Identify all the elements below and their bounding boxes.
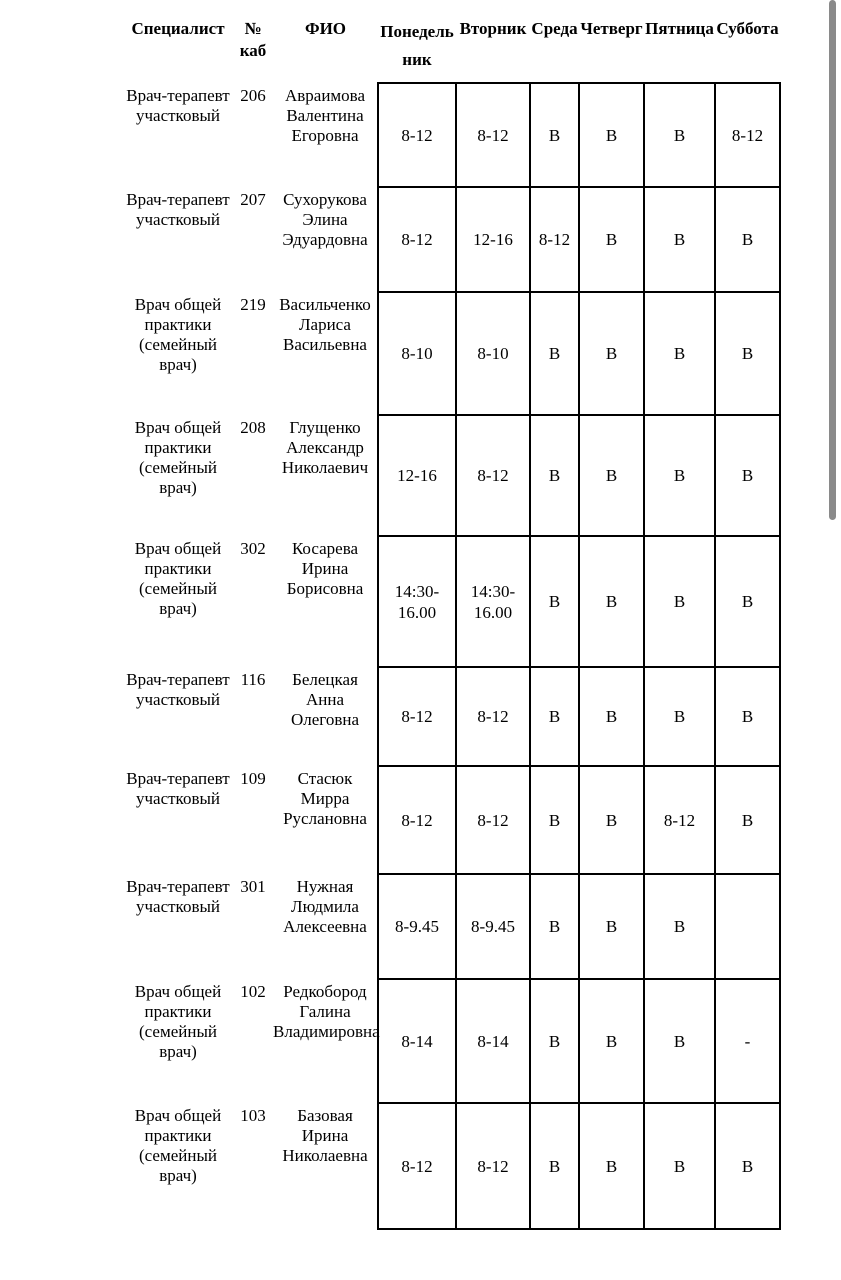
cell-specialist: Врач-терапевт участковый xyxy=(126,769,230,808)
col-header-wednesday: Среда xyxy=(531,19,578,38)
table-row xyxy=(123,874,780,979)
cell-day-schedule: 8-12 xyxy=(378,667,456,766)
cell-day-schedule: В xyxy=(715,187,780,292)
cell-day-schedule: В xyxy=(715,1103,780,1229)
cell-day-schedule: В xyxy=(530,292,579,415)
cell-day-schedule: 8-12 xyxy=(378,1103,456,1229)
col-header-room: № каб xyxy=(239,19,267,60)
cell-doctor-name: Васильченко Лариса Васильевна xyxy=(279,295,371,354)
cell-day-schedule: - xyxy=(715,979,780,1103)
cell-room-number: 301 xyxy=(240,877,266,896)
cell-day-schedule: В xyxy=(579,874,644,979)
scrollbar-thumb[interactable] xyxy=(829,0,836,520)
cell-day-schedule: 8-12 xyxy=(530,187,579,292)
table-row xyxy=(123,292,780,415)
doctor-schedule-table xyxy=(123,18,781,1230)
cell-specialist: Врач общей практики (семейный врач) xyxy=(134,295,222,374)
cell-day-schedule: 8-12 xyxy=(456,1103,530,1229)
cell-day-schedule: В xyxy=(579,292,644,415)
cell-day-schedule: 8-9.45 xyxy=(378,874,456,979)
cell-specialist: Врач-терапевт участковый xyxy=(126,670,230,709)
cell-doctor-name: Авраимова Валентина Егоровна xyxy=(284,86,366,145)
cell-day-schedule: В xyxy=(715,766,780,874)
cell-day-schedule: В xyxy=(644,415,715,536)
schedule-body xyxy=(123,83,780,1229)
cell-day-schedule: 8-14 xyxy=(378,979,456,1103)
cell-room-number: 102 xyxy=(240,982,266,1001)
cell-doctor-name: Косарева Ирина Борисовна xyxy=(286,539,364,598)
cell-day-schedule: 8-12 xyxy=(456,415,530,536)
cell-day-schedule: В xyxy=(644,536,715,667)
cell-day-schedule: В xyxy=(579,415,644,536)
cell-specialist: Врач-терапевт участковый xyxy=(126,86,230,125)
cell-day-schedule: В xyxy=(579,667,644,766)
cell-day-schedule: 8-9.45 xyxy=(456,874,530,979)
col-header-saturday: Суббота xyxy=(716,19,779,38)
col-header-friday: Пятница xyxy=(645,19,714,38)
cell-day-schedule: 8-12 xyxy=(456,766,530,874)
col-header-tuesday: Вторник xyxy=(459,19,527,38)
cell-day-schedule: В xyxy=(579,83,644,187)
cell-room-number: 116 xyxy=(240,670,266,689)
cell-specialist: Врач общей практики (семейный врач) xyxy=(134,418,222,497)
cell-day-schedule: 14:30-16.00 xyxy=(378,536,456,667)
cell-room-number: 208 xyxy=(240,418,266,437)
cell-day-schedule: В xyxy=(530,83,579,187)
cell-day-schedule xyxy=(715,874,780,979)
table-row xyxy=(123,536,780,667)
cell-day-schedule: В xyxy=(530,667,579,766)
table-row xyxy=(123,979,780,1103)
cell-day-schedule: 12-16 xyxy=(378,415,456,536)
cell-day-schedule: В xyxy=(644,83,715,187)
cell-day-schedule: В xyxy=(530,1103,579,1229)
cell-day-schedule: В xyxy=(579,1103,644,1229)
cell-day-schedule: 14:30-16.00 xyxy=(456,536,530,667)
cell-specialist: Врач-терапевт участковый xyxy=(126,877,230,916)
table-row xyxy=(123,83,780,187)
cell-day-schedule: В xyxy=(715,667,780,766)
cell-day-schedule: 8-12 xyxy=(378,766,456,874)
cell-room-number: 219 xyxy=(240,295,266,314)
cell-day-schedule: В xyxy=(530,766,579,874)
cell-day-schedule: В xyxy=(579,979,644,1103)
cell-doctor-name: Сухорукова Элина Эдуардовна xyxy=(282,190,368,249)
cell-day-schedule: 8-12 xyxy=(378,187,456,292)
cell-day-schedule: В xyxy=(579,536,644,667)
cell-day-schedule: В xyxy=(644,874,715,979)
cell-day-schedule: 8-10 xyxy=(456,292,530,415)
table-row xyxy=(123,187,780,292)
cell-day-schedule: В xyxy=(579,187,644,292)
cell-doctor-name: Белецкая Анна Олеговна xyxy=(290,670,360,729)
cell-day-schedule: В xyxy=(530,415,579,536)
cell-day-schedule: В xyxy=(715,536,780,667)
cell-day-schedule: В xyxy=(644,187,715,292)
cell-day-schedule: В xyxy=(644,667,715,766)
cell-specialist: Врач общей практики (семейный врач) xyxy=(134,539,222,618)
cell-doctor-name: Глущенко Александр Николаевич xyxy=(281,418,369,477)
col-header-fio: ФИО xyxy=(304,19,347,38)
cell-room-number: 207 xyxy=(240,190,266,209)
cell-day-schedule: 8-12 xyxy=(456,667,530,766)
cell-specialist: Врач общей практики (семейный врач) xyxy=(134,982,222,1061)
col-header-specialist: Специалист xyxy=(131,19,225,38)
cell-day-schedule: В xyxy=(715,292,780,415)
table-row xyxy=(123,415,780,536)
col-header-thursday: Четверг xyxy=(580,19,643,38)
cell-room-number: 103 xyxy=(240,1106,266,1125)
header-row xyxy=(123,18,780,83)
cell-day-schedule: В xyxy=(644,1103,715,1229)
col-header-monday: Понедельник xyxy=(380,22,454,69)
cell-day-schedule: 8-12 xyxy=(378,83,456,187)
cell-doctor-name: Базовая Ирина Николаевна xyxy=(282,1106,368,1165)
table-row xyxy=(123,667,780,766)
cell-doctor-name: Редкобород Галина Владимировна xyxy=(273,982,380,1041)
cell-specialist: Врач-терапевт участковый xyxy=(126,190,230,229)
cell-specialist: Врач общей практики (семейный врач) xyxy=(134,1106,222,1185)
table-row xyxy=(123,1103,780,1229)
cell-day-schedule: В xyxy=(644,292,715,415)
cell-doctor-name: Нужная Людмила Алексеевна xyxy=(283,877,367,936)
cell-day-schedule: В xyxy=(530,979,579,1103)
cell-day-schedule: 12-16 xyxy=(456,187,530,292)
cell-day-schedule: В xyxy=(644,979,715,1103)
cell-room-number: 109 xyxy=(240,769,266,788)
cell-day-schedule: В xyxy=(579,766,644,874)
table-row xyxy=(123,766,780,874)
cell-day-schedule: 8-12 xyxy=(456,83,530,187)
cell-day-schedule: 8-10 xyxy=(378,292,456,415)
cell-day-schedule: 8-12 xyxy=(715,83,780,187)
cell-day-schedule: В xyxy=(715,415,780,536)
cell-day-schedule: 8-12 xyxy=(644,766,715,874)
cell-room-number: 302 xyxy=(240,539,266,558)
cell-room-number: 206 xyxy=(240,86,266,105)
cell-day-schedule: 8-14 xyxy=(456,979,530,1103)
cell-day-schedule: В xyxy=(530,874,579,979)
cell-doctor-name: Стасюк Мирра Руслановна xyxy=(283,769,367,828)
cell-day-schedule: В xyxy=(530,536,579,667)
